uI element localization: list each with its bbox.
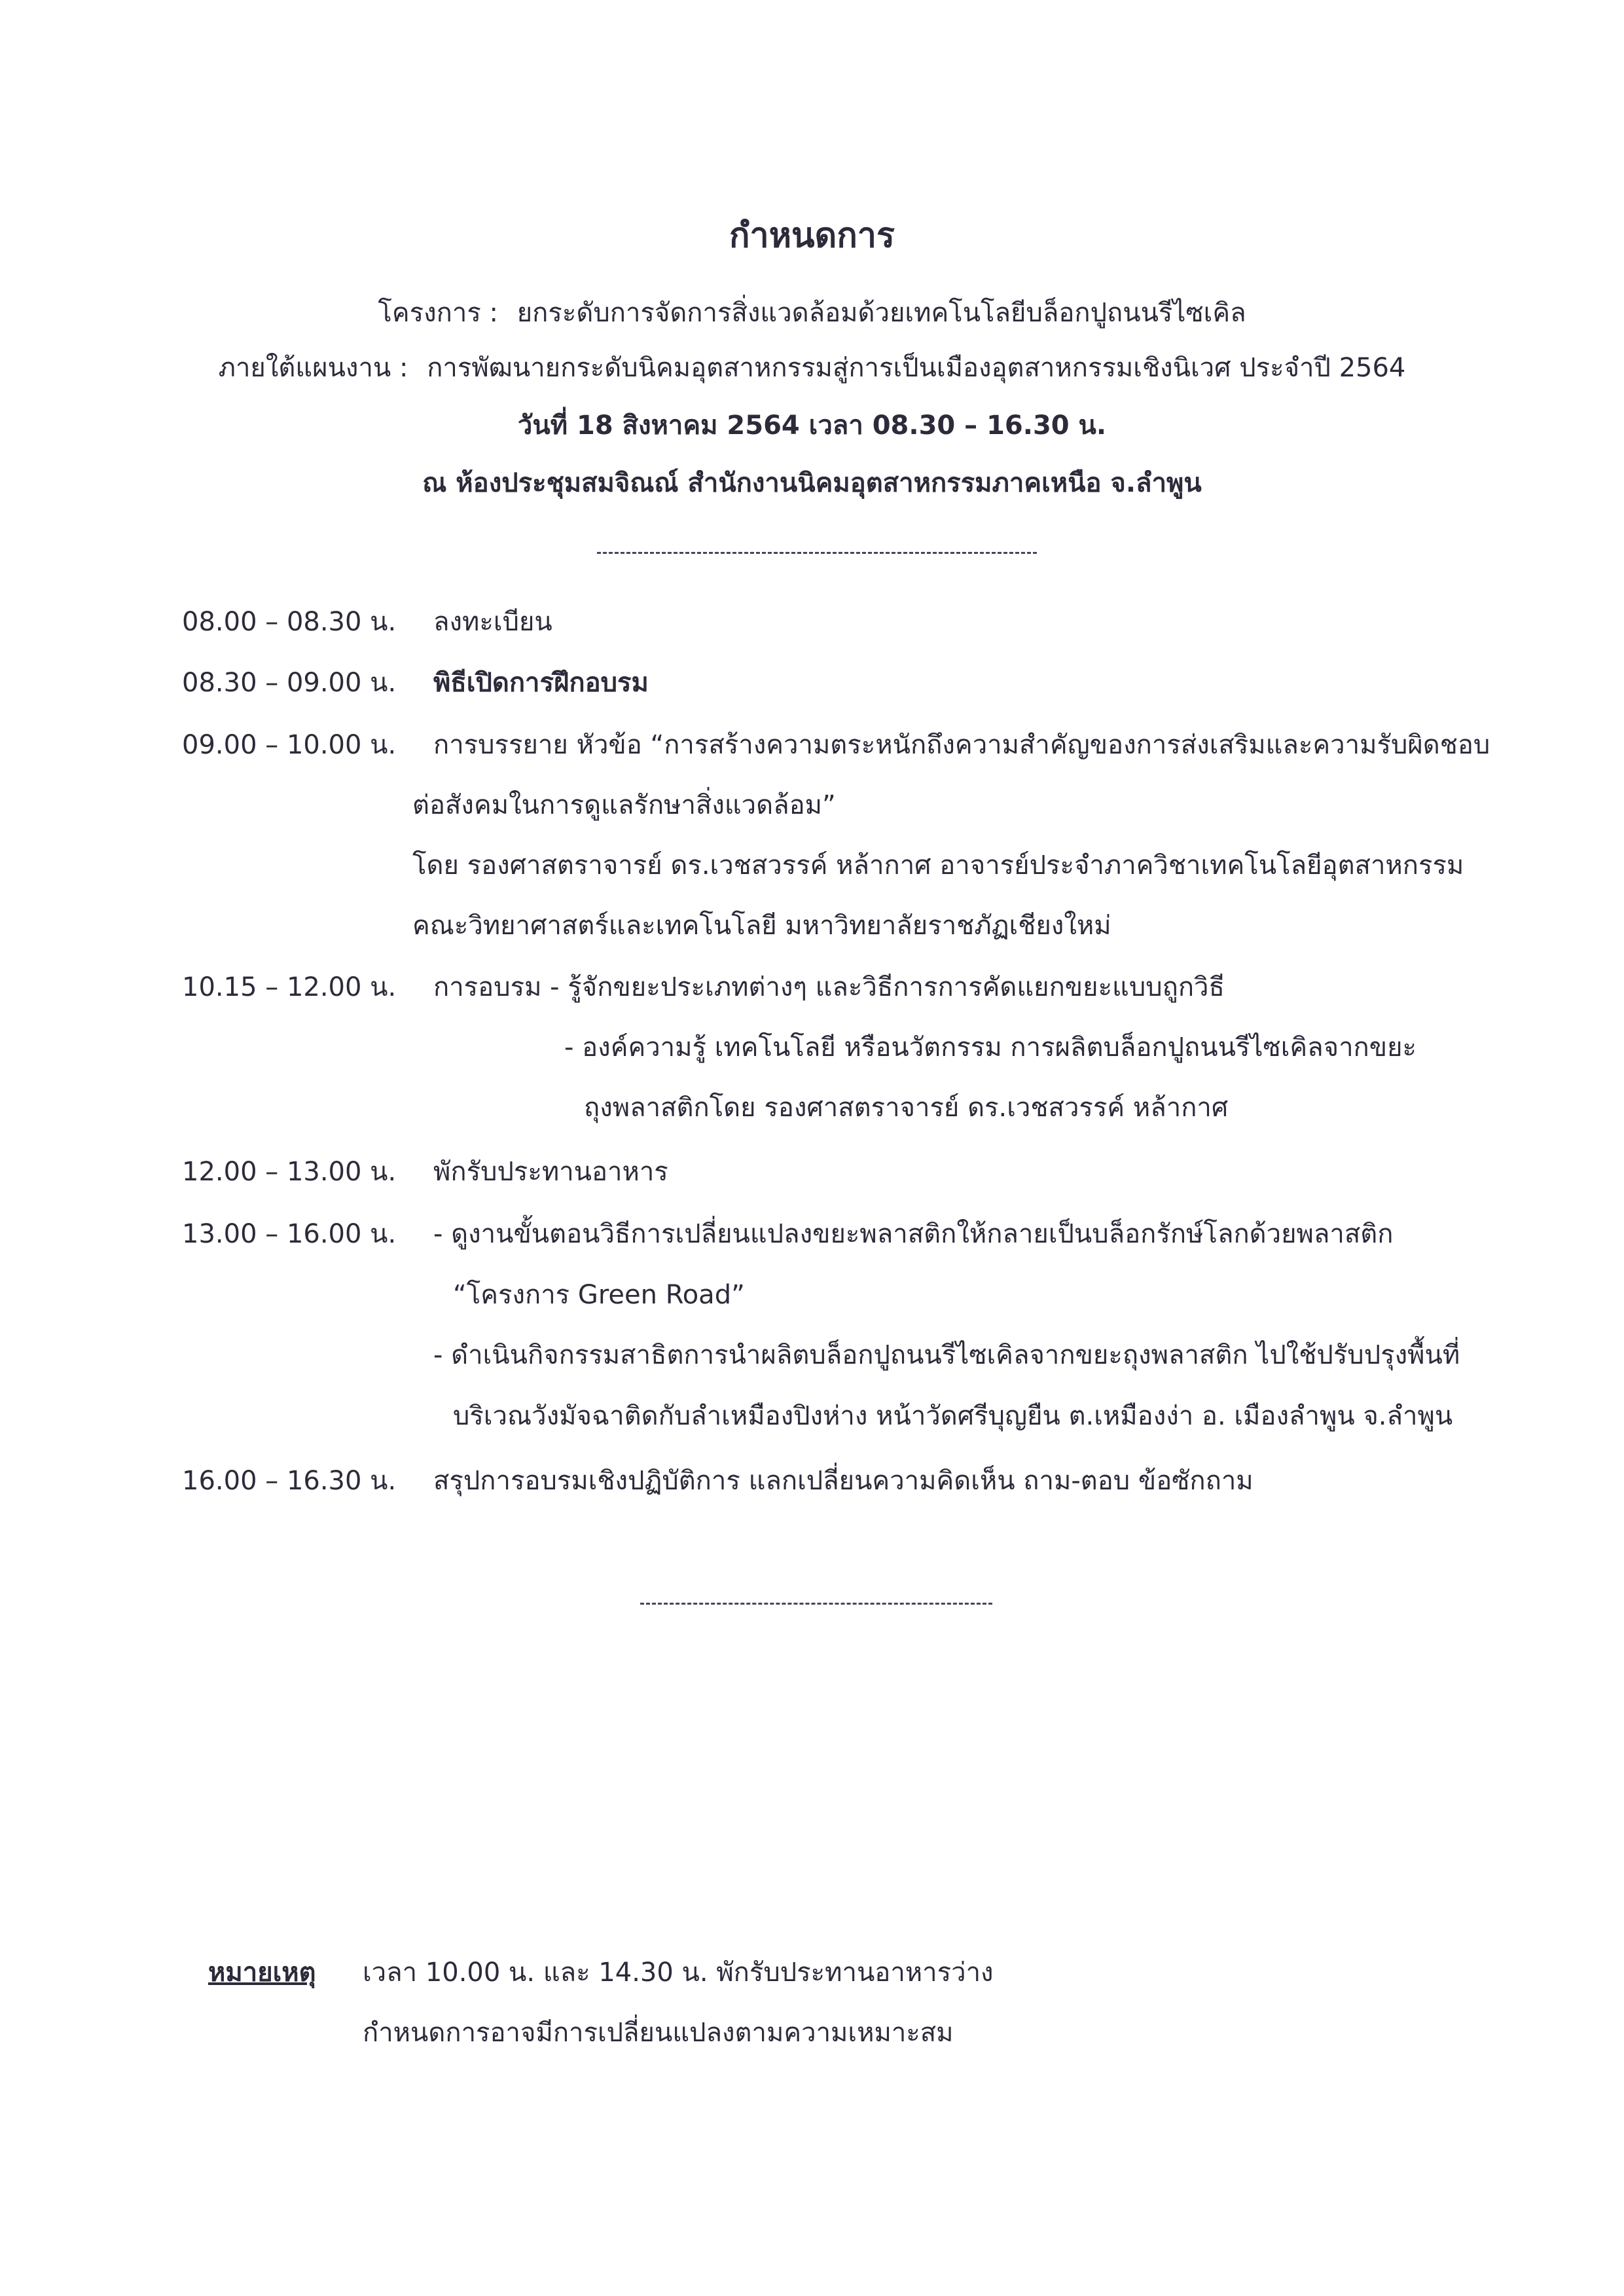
agenda-item-4-line-3: ถุงพลาสติกโดย รองศาสตราจารย์ ดร.เวชสวรรค์ หล้ากาศ (584, 1093, 1229, 1123)
agenda-item-6-line-4: บริเวณวังมัจฉาติดกับลำเหมืองปิงห่าง หน้าวัดศรีบุญยืน ต.เหมืองง่า อ. เมืองลำพูน จ.ลำพูน (453, 1401, 1453, 1431)
agenda-item-4-line-2: - องค์ความรู้ เทคโนโลยี หรือนวัตกรรม การผลิตบล็อกปูถนนรีไซเคิลจากขยะ (564, 1032, 1417, 1063)
document-title: กำหนดการ (729, 216, 895, 255)
plan-value: การพัฒนายกระดับนิคมอุตสาหกรรมสู่การเป็นเมืองอุตสาหกรรมเชิงนิเวศ ประจำปี 2564 (427, 353, 1406, 383)
header-divider (597, 552, 1037, 554)
agenda-item-2: พิธีเปิดการฝึกอบรม (433, 668, 649, 698)
note-label: หมายเหตุ (208, 1958, 316, 1988)
agenda-item-6-line-3: - ดำเนินกิจกรรมสาธิตการนำผลิตบล็อกปูถนนรีไซเคิลจากขยะถุงพลาสติก ไปใช้ปรับปรุงพื้นที่ (433, 1340, 1460, 1370)
time-slot-4: 10.15 – 12.00 น. (182, 972, 397, 1002)
time-slot-1: 08.00 – 08.30 น. (182, 607, 397, 637)
note-line-2: กำหนดการอาจมีการเปลี่ยนแปลงตามความเหมาะสม (363, 2018, 954, 2048)
project-label: โครงการ : (378, 298, 499, 328)
agenda-item-3-line-2: ต่อสังคมในการดูแลรักษาสิ่งแวดล้อม” (412, 790, 836, 820)
venue-line: ณ ห้องประชุมสมจิณณ์ สำนักงานนิคมอุตสาหกรรมภาคเหนือ จ.ลำพูน (422, 468, 1202, 498)
plan-line (0, 348, 1624, 388)
time-slot-2: 08.30 – 09.00 น. (182, 668, 397, 698)
agenda-item-5: พักรับประทานอาหาร (433, 1157, 668, 1187)
agenda-item-6-line-2: “โครงการ Green Road” (453, 1280, 745, 1310)
agenda-item-1: ลงทะเบียน (433, 607, 552, 637)
agenda-item-7: สรุปการอบรมเชิงปฏิบัติการ แลกเปลี่ยนความคิดเห็น ถาม-ตอบ ข้อซักถาม (433, 1466, 1254, 1496)
agenda-item-3-line-1: การบรรยาย หัวข้อ “การสร้างความตระหนักถึงความสำคัญของการส่งเสริมและความรับผิดชอบ (433, 730, 1490, 760)
note-line-1: เวลา 10.00 น. และ 14.30 น. พักรับประทานอาหารว่าง (363, 1958, 994, 1988)
footer-divider (640, 1603, 992, 1605)
project-line (0, 293, 1624, 333)
time-slot-7: 16.00 – 16.30 น. (182, 1466, 397, 1496)
date-line: วันที่ 18 สิงหาคม 2564 เวลา 08.30 – 16.30 น. (517, 410, 1107, 441)
time-slot-5: 12.00 – 13.00 น. (182, 1157, 397, 1187)
plan-label: ภายใต้แผนงาน : (218, 353, 408, 383)
agenda-item-6-line-1: - ดูงานขั้นตอนวิธีการเปลี่ยนแปลงขยะพลาสติกให้กลายเป็นบล็อกรักษ์โลกด้วยพลาสติก (433, 1219, 1394, 1249)
agenda-item-3-line-3: โดย รองศาสตราจารย์ ดร.เวชสวรรค์ หล้ากาศ อาจารย์ประจำภาควิชาเทคโนโลยีอุตสาหกรรม (412, 850, 1464, 881)
project-value: ยกระดับการจัดการสิ่งแวดล้อมด้วยเทคโนโลยีบล็อกปูถนนรีไซเคิล (516, 298, 1246, 328)
time-slot-6: 13.00 – 16.00 น. (182, 1219, 397, 1249)
time-slot-3: 09.00 – 10.00 น. (182, 730, 397, 760)
agenda-item-3-line-4: คณะวิทยาศาสตร์และเทคโนโลยี มหาวิทยาลัยราชภัฏเชียงใหม่ (412, 911, 1111, 941)
agenda-item-4-line-1: การอบรม - รู้จักขยะประเภทต่างๆ และวิธีการการคัดแยกขยะแบบถูกวิธี (433, 972, 1225, 1002)
